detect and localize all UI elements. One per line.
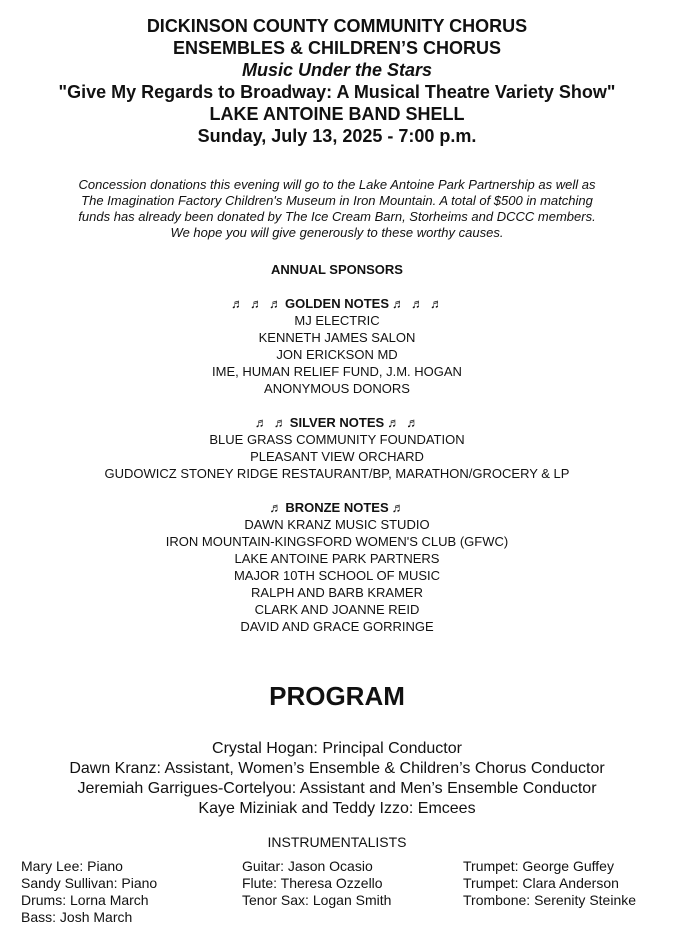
instrumentalist: Sandy Sullivan: Piano [21, 875, 158, 891]
staff-line: Crystal Hogan: Principal Conductor [212, 740, 462, 757]
notice-line: We hope you will give generously to these worthy causes. [170, 225, 504, 240]
golden-notes-tier [0, 295, 674, 397]
staff-line: Jeremiah Garrigues-Cortelyou: Assistant and Men’s Ensemble Conductor [77, 780, 597, 797]
instrumentalist: Mary Lee: Piano [21, 858, 123, 874]
tier-title: BRONZE NOTES [285, 500, 389, 515]
instrumentalist: Flute: Theresa Ozzello [242, 875, 383, 891]
staff-line: Kaye Miziniak and Teddy Izzo: Emcees [198, 800, 476, 817]
music-note-icon: ♬ [269, 500, 283, 515]
sponsor-item: DAWN KRANZ MUSIC STUDIO [244, 517, 430, 532]
venue: LAKE ANTOINE BAND SHELL [209, 104, 465, 124]
music-note-icon: ♬ [387, 415, 401, 430]
concert-date: Sunday, July 13, 2025 - 7:00 p.m. [197, 126, 477, 146]
annual-sponsors-heading: ANNUAL SPONSORS [271, 262, 403, 277]
instrumentalists-column [21, 858, 157, 926]
concert-header [0, 15, 674, 147]
golden-notes-heading [0, 295, 674, 312]
instrumentalist: Trumpet: George Guffey [463, 858, 614, 874]
sponsor-item: BLUE GRASS COMMUNITY FOUNDATION [209, 432, 465, 447]
concession-notice [20, 177, 654, 241]
instrumentalist: Trombone: Serenity Steinke [463, 892, 637, 908]
staff-line: Dawn Kranz: Assistant, Women’s Ensemble & Children’s Chorus Conductor [69, 760, 605, 777]
silver-notes-heading [0, 414, 674, 431]
instrumentalist: Trumpet: Clara Anderson [463, 875, 619, 891]
sponsor-item: KENNETH JAMES SALON [258, 330, 416, 345]
sponsors-section [0, 262, 674, 652]
program-staff [0, 739, 674, 819]
sponsor-item: IRON MOUNTAIN-KINGSFORD WOMEN'S CLUB (GFWC) [165, 534, 509, 549]
ensembles-line: ENSEMBLES & CHILDREN’S CHORUS [172, 38, 502, 58]
show-title: "Give My Regards to Broadway: A Musical Theatre Variety Show" [58, 82, 616, 102]
sponsor-item: PLEASANT VIEW ORCHARD [250, 449, 424, 464]
music-note-icon: ♬ [268, 296, 282, 311]
music-note-icon: ♬ [391, 500, 405, 515]
music-note-icon: ♬ [430, 296, 443, 311]
sponsor-item: DAVID AND GRACE GORRINGE [240, 619, 434, 634]
series-title: Music Under the Stars [241, 60, 433, 80]
music-note-icon: ♬ [254, 415, 268, 430]
organization-name: DICKINSON COUNTY COMMUNITY CHORUS [146, 16, 528, 36]
instrumentalist: Tenor Sax: Logan Smith [242, 892, 392, 908]
sponsor-item: MJ ELECTRIC [294, 313, 380, 328]
music-note-icon: ♬ [392, 296, 405, 311]
silver-notes-tier [0, 414, 674, 482]
instrumentalists-heading: INSTRUMENTALISTS [267, 834, 407, 850]
program-title: PROGRAM [269, 681, 405, 711]
sponsor-item: CLARK AND JOANNE REID [254, 602, 420, 617]
notice-line: funds has already been donated by The Ice Cream Barn, Storheims and DCCC members. [78, 209, 596, 224]
tier-title: GOLDEN NOTES [284, 296, 389, 311]
sponsor-item: JON ERICKSON MD [276, 347, 398, 362]
sponsor-item: GUDOWICZ STONEY RIDGE RESTAURANT/BP, MARATHON/GROCERY & LP [104, 466, 570, 481]
sponsor-item: MAJOR 10TH SCHOOL OF MUSIC [233, 568, 441, 583]
bronze-notes-tier [0, 499, 674, 635]
sponsor-item: IME, HUMAN RELIEF FUND, J.M. HOGAN [212, 364, 462, 379]
music-note-icon: ♬ [273, 415, 287, 430]
instrumentalists-column [463, 858, 636, 909]
instrumentalist: Drums: Lorna March [21, 892, 149, 908]
instrumentalist: Bass: Josh March [21, 909, 133, 925]
sponsor-item: ANONYMOUS DONORS [264, 381, 410, 396]
music-note-icon: ♬ [249, 296, 263, 311]
sponsor-item: RALPH AND BARB KRAMER [251, 585, 423, 600]
notice-line: The Imagination Factory Children's Museum in Iron Mountain. A total of $500 in matching [81, 193, 593, 208]
bronze-notes-heading [0, 499, 674, 516]
music-note-icon: ♬ [406, 415, 420, 430]
music-note-icon: ♬ [411, 296, 424, 311]
sponsor-item: LAKE ANTOINE PARK PARTNERS [234, 551, 440, 566]
instrumentalist: Guitar: Jason Ocasio [242, 858, 373, 874]
tier-title: SILVER NOTES [289, 415, 385, 430]
notice-line: Concession donations this evening will go to the Lake Antoine Park Partnership as well as [78, 177, 596, 192]
music-note-icon: ♬ [230, 296, 244, 311]
instrumentalists-column [242, 858, 391, 909]
